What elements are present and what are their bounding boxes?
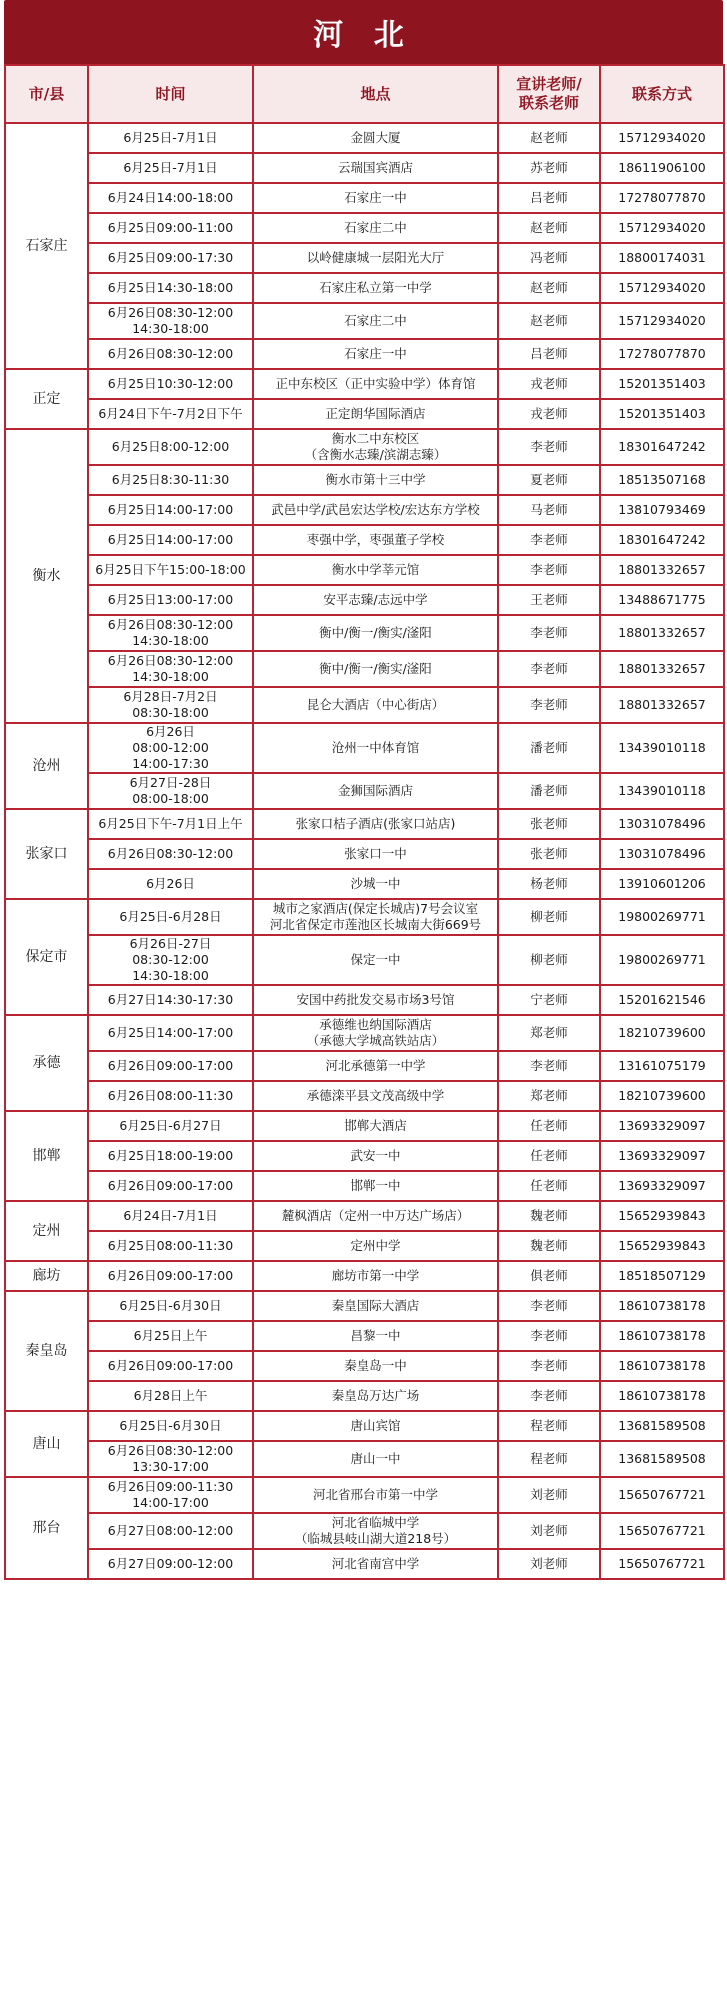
place-cell: 云瑞国宾酒店 <box>253 153 498 183</box>
header-phone: 联系方式 <box>600 65 724 123</box>
time-cell: 6月26日08:30-12:00 <box>88 339 253 369</box>
phone-cell: 18210739600 <box>600 1015 724 1051</box>
time-cell: 6月24日-7月1日 <box>88 1201 253 1231</box>
time-cell: 6月25日-7月1日 <box>88 123 253 153</box>
teacher-cell: 戎老师 <box>498 369 600 399</box>
place-cell: 河北省南宫中学 <box>253 1549 498 1579</box>
time-cell: 6月28日上午 <box>88 1381 253 1411</box>
table-row <box>5 723 724 773</box>
city-cell: 秦皇岛 <box>5 1291 88 1411</box>
place-cell: 衡中/衡一/衡实/滏阳 <box>253 651 498 687</box>
teacher-cell: 潘老师 <box>498 723 600 773</box>
place-cell: 邯郸一中 <box>253 1171 498 1201</box>
table-row <box>5 1141 724 1171</box>
table-row <box>5 1231 724 1261</box>
schedule-wrapper <box>4 0 723 1580</box>
time-cell: 6月26日09:00-17:00 <box>88 1261 253 1291</box>
time-cell: 6月26日09:00-17:00 <box>88 1051 253 1081</box>
teacher-cell: 李老师 <box>498 1291 600 1321</box>
phone-cell: 13681589508 <box>600 1411 724 1441</box>
phone-cell: 13910601206 <box>600 869 724 899</box>
place-cell: 唐山宾馆 <box>253 1411 498 1441</box>
time-cell: 6月26日08:00-11:30 <box>88 1081 253 1111</box>
table-row <box>5 1513 724 1549</box>
teacher-cell: 李老师 <box>498 555 600 585</box>
time-cell: 6月25日08:00-11:30 <box>88 1231 253 1261</box>
table-row <box>5 1171 724 1201</box>
teacher-cell: 魏老师 <box>498 1201 600 1231</box>
place-cell: 衡水二中东校区 （含衡水志臻/滨湖志臻） <box>253 429 498 465</box>
place-cell: 衡水中学莘元馆 <box>253 555 498 585</box>
phone-cell: 13439010118 <box>600 723 724 773</box>
table-row <box>5 773 724 809</box>
time-cell: 6月25日上午 <box>88 1321 253 1351</box>
teacher-cell: 柳老师 <box>498 899 600 935</box>
phone-cell: 15712934020 <box>600 123 724 153</box>
city-cell: 定州 <box>5 1201 88 1261</box>
table-row <box>5 495 724 525</box>
time-cell: 6月25日09:00-17:30 <box>88 243 253 273</box>
place-cell: 昌黎一中 <box>253 1321 498 1351</box>
table-header-row <box>5 65 724 123</box>
phone-cell: 17278077870 <box>600 183 724 213</box>
place-cell: 枣强中学，枣强董子学校 <box>253 525 498 555</box>
teacher-cell: 宁老师 <box>498 985 600 1015</box>
time-cell: 6月26日09:00-11:30 14:00-17:00 <box>88 1477 253 1513</box>
teacher-cell: 李老师 <box>498 687 600 723</box>
place-cell: 廊坊市第一中学 <box>253 1261 498 1291</box>
phone-cell: 18610738178 <box>600 1321 724 1351</box>
teacher-cell: 赵老师 <box>498 273 600 303</box>
time-cell: 6月26日09:00-17:00 <box>88 1171 253 1201</box>
teacher-cell: 苏老师 <box>498 153 600 183</box>
city-cell: 石家庄 <box>5 123 88 369</box>
table-row <box>5 153 724 183</box>
teacher-cell: 戎老师 <box>498 399 600 429</box>
phone-cell: 13031078496 <box>600 839 724 869</box>
teacher-cell: 李老师 <box>498 615 600 651</box>
place-cell: 武安一中 <box>253 1141 498 1171</box>
city-cell: 承德 <box>5 1015 88 1111</box>
table-row <box>5 1261 724 1291</box>
phone-cell: 18611906100 <box>600 153 724 183</box>
phone-cell: 15201621546 <box>600 985 724 1015</box>
teacher-cell: 潘老师 <box>498 773 600 809</box>
place-cell: 河北省邢台市第一中学 <box>253 1477 498 1513</box>
time-cell: 6月25日8:30-11:30 <box>88 465 253 495</box>
phone-cell: 15201351403 <box>600 369 724 399</box>
table-row <box>5 1081 724 1111</box>
table-row <box>5 339 724 369</box>
phone-cell: 13488671775 <box>600 585 724 615</box>
table-row <box>5 183 724 213</box>
table-row <box>5 273 724 303</box>
teacher-cell: 李老师 <box>498 525 600 555</box>
teacher-cell: 任老师 <box>498 1171 600 1201</box>
table-row <box>5 369 724 399</box>
teacher-cell: 冯老师 <box>498 243 600 273</box>
teacher-cell: 柳老师 <box>498 935 600 985</box>
table-row <box>5 899 724 935</box>
table-row <box>5 1549 724 1579</box>
phone-cell: 18518507129 <box>600 1261 724 1291</box>
teacher-cell: 张老师 <box>498 839 600 869</box>
table-body <box>5 123 724 1579</box>
place-cell: 石家庄二中 <box>253 213 498 243</box>
page-title: 河 北 <box>4 0 723 64</box>
time-cell: 6月24日下午-7月2日下午 <box>88 399 253 429</box>
place-cell: 石家庄私立第一中学 <box>253 273 498 303</box>
table-row <box>5 1381 724 1411</box>
time-cell: 6月27日08:00-12:00 <box>88 1513 253 1549</box>
place-cell: 秦皇国际大酒店 <box>253 1291 498 1321</box>
teacher-cell: 王老师 <box>498 585 600 615</box>
teacher-cell: 刘老师 <box>498 1477 600 1513</box>
time-cell: 6月26日08:30-12:00 14:30-18:00 <box>88 651 253 687</box>
phone-cell: 18513507168 <box>600 465 724 495</box>
header-teacher: 宣讲老师/ 联系老师 <box>498 65 600 123</box>
place-cell: 秦皇岛一中 <box>253 1351 498 1381</box>
place-cell: 安国中药批发交易市场3号馆 <box>253 985 498 1015</box>
table-row <box>5 1477 724 1513</box>
teacher-cell: 程老师 <box>498 1441 600 1477</box>
phone-cell: 15201351403 <box>600 399 724 429</box>
time-cell: 6月25日8:00-12:00 <box>88 429 253 465</box>
table-row <box>5 1321 724 1351</box>
time-cell: 6月27日09:00-12:00 <box>88 1549 253 1579</box>
city-cell: 张家口 <box>5 809 88 899</box>
header-place: 地点 <box>253 65 498 123</box>
time-cell: 6月25日14:00-17:00 <box>88 495 253 525</box>
place-cell: 石家庄一中 <box>253 339 498 369</box>
time-cell: 6月26日08:30-12:00 13:30-17:00 <box>88 1441 253 1477</box>
time-cell: 6月26日 <box>88 869 253 899</box>
city-cell: 唐山 <box>5 1411 88 1477</box>
time-cell: 6月27日-28日 08:00-18:00 <box>88 773 253 809</box>
teacher-cell: 马老师 <box>498 495 600 525</box>
city-cell: 衡水 <box>5 429 88 723</box>
time-cell: 6月26日08:30-12:00 14:30-18:00 <box>88 303 253 339</box>
phone-cell: 15652939843 <box>600 1231 724 1261</box>
teacher-cell: 魏老师 <box>498 1231 600 1261</box>
city-cell: 邢台 <box>5 1477 88 1579</box>
teacher-cell: 赵老师 <box>498 213 600 243</box>
teacher-cell: 李老师 <box>498 651 600 687</box>
time-cell: 6月25日14:00-17:00 <box>88 525 253 555</box>
time-cell: 6月25日14:30-18:00 <box>88 273 253 303</box>
phone-cell: 19800269771 <box>600 935 724 985</box>
teacher-cell: 赵老师 <box>498 123 600 153</box>
table-row <box>5 869 724 899</box>
place-cell: 秦皇岛万达广场 <box>253 1381 498 1411</box>
table-row <box>5 213 724 243</box>
table-row <box>5 1411 724 1441</box>
place-cell: 张家口一中 <box>253 839 498 869</box>
phone-cell: 13810793469 <box>600 495 724 525</box>
teacher-cell: 郑老师 <box>498 1081 600 1111</box>
place-cell: 定州中学 <box>253 1231 498 1261</box>
table-row <box>5 615 724 651</box>
teacher-cell: 俱老师 <box>498 1261 600 1291</box>
place-cell: 张家口桔子酒店(张家口站店) <box>253 809 498 839</box>
place-cell: 邯郸大酒店 <box>253 1111 498 1141</box>
table-row <box>5 687 724 723</box>
teacher-cell: 刘老师 <box>498 1513 600 1549</box>
phone-cell: 18800174031 <box>600 243 724 273</box>
table-row <box>5 123 724 153</box>
time-cell: 6月25日-6月30日 <box>88 1291 253 1321</box>
time-cell: 6月26日09:00-17:00 <box>88 1351 253 1381</box>
phone-cell: 17278077870 <box>600 339 724 369</box>
place-cell: 金圆大厦 <box>253 123 498 153</box>
phone-cell: 13031078496 <box>600 809 724 839</box>
table-row <box>5 465 724 495</box>
table-row <box>5 243 724 273</box>
phone-cell: 15712934020 <box>600 303 724 339</box>
phone-cell: 18301647242 <box>600 429 724 465</box>
teacher-cell: 夏老师 <box>498 465 600 495</box>
table-row <box>5 935 724 985</box>
phone-cell: 13693329097 <box>600 1141 724 1171</box>
table-row <box>5 1015 724 1051</box>
place-cell: 正中东校区（正中实验中学）体育馆 <box>253 369 498 399</box>
phone-cell: 18610738178 <box>600 1291 724 1321</box>
teacher-cell: 李老师 <box>498 1351 600 1381</box>
teacher-cell: 张老师 <box>498 809 600 839</box>
table-row <box>5 985 724 1015</box>
teacher-cell: 程老师 <box>498 1411 600 1441</box>
phone-cell: 13693329097 <box>600 1171 724 1201</box>
table-row <box>5 651 724 687</box>
table-row <box>5 585 724 615</box>
time-cell: 6月25日-7月1日 <box>88 153 253 183</box>
phone-cell: 18801332657 <box>600 687 724 723</box>
city-cell: 保定市 <box>5 899 88 1015</box>
teacher-cell: 杨老师 <box>498 869 600 899</box>
time-cell: 6月25日下午-7月1日上午 <box>88 809 253 839</box>
table-row <box>5 1201 724 1231</box>
time-cell: 6月25日-6月27日 <box>88 1111 253 1141</box>
phone-cell: 13693329097 <box>600 1111 724 1141</box>
phone-cell: 15712934020 <box>600 213 724 243</box>
phone-cell: 18301647242 <box>600 525 724 555</box>
time-cell: 6月25日18:00-19:00 <box>88 1141 253 1171</box>
place-cell: 城市之家酒店(保定长城店)7号会议室 河北省保定市莲池区长城南大街669号 <box>253 899 498 935</box>
table-row <box>5 1051 724 1081</box>
place-cell: 以岭健康城一层阳光大厅 <box>253 243 498 273</box>
place-cell: 保定一中 <box>253 935 498 985</box>
teacher-cell: 吕老师 <box>498 339 600 369</box>
place-cell: 昆仑大酒店（中心街店） <box>253 687 498 723</box>
time-cell: 6月25日-6月28日 <box>88 899 253 935</box>
time-cell: 6月25日10:30-12:00 <box>88 369 253 399</box>
phone-cell: 19800269771 <box>600 899 724 935</box>
phone-cell: 18610738178 <box>600 1381 724 1411</box>
time-cell: 6月24日14:00-18:00 <box>88 183 253 213</box>
table-row <box>5 809 724 839</box>
place-cell: 唐山一中 <box>253 1441 498 1477</box>
teacher-cell: 任老师 <box>498 1111 600 1141</box>
phone-cell: 18801332657 <box>600 615 724 651</box>
table-row <box>5 1351 724 1381</box>
phone-cell: 18610738178 <box>600 1351 724 1381</box>
city-cell: 沧州 <box>5 723 88 809</box>
place-cell: 安平志臻/志远中学 <box>253 585 498 615</box>
phone-cell: 15712934020 <box>600 273 724 303</box>
table-row <box>5 429 724 465</box>
place-cell: 衡水市第十三中学 <box>253 465 498 495</box>
place-cell: 衡中/衡一/衡实/滏阳 <box>253 615 498 651</box>
time-cell: 6月27日14:30-17:30 <box>88 985 253 1015</box>
city-cell: 邯郸 <box>5 1111 88 1201</box>
table-row <box>5 839 724 869</box>
time-cell: 6月25日下午15:00-18:00 <box>88 555 253 585</box>
place-cell: 正定朗华国际酒店 <box>253 399 498 429</box>
city-cell: 廊坊 <box>5 1261 88 1291</box>
table-row <box>5 303 724 339</box>
teacher-cell: 李老师 <box>498 1051 600 1081</box>
teacher-cell: 郑老师 <box>498 1015 600 1051</box>
teacher-cell: 吕老师 <box>498 183 600 213</box>
table-row <box>5 555 724 585</box>
teacher-cell: 李老师 <box>498 1381 600 1411</box>
teacher-cell: 任老师 <box>498 1141 600 1171</box>
place-cell: 承德维也纳国际酒店 （承德大学城高铁站店） <box>253 1015 498 1051</box>
teacher-cell: 李老师 <box>498 429 600 465</box>
place-cell: 河北省临城中学 （临城县岐山湖大道218号） <box>253 1513 498 1549</box>
phone-cell: 18210739600 <box>600 1081 724 1111</box>
phone-cell: 15652939843 <box>600 1201 724 1231</box>
place-cell: 承德滦平县文茂高级中学 <box>253 1081 498 1111</box>
header-time: 时间 <box>88 65 253 123</box>
time-cell: 6月26日08:30-12:00 <box>88 839 253 869</box>
place-cell: 武邑中学/武邑宏达学校/宏达东方学校 <box>253 495 498 525</box>
teacher-cell: 赵老师 <box>498 303 600 339</box>
schedule-table <box>4 64 725 1580</box>
time-cell: 6月26日-27日 08:30-12:00 14:30-18:00 <box>88 935 253 985</box>
header-city: 市/县 <box>5 65 88 123</box>
time-cell: 6月26日08:30-12:00 14:30-18:00 <box>88 615 253 651</box>
time-cell: 6月28日-7月2日 08:30-18:00 <box>88 687 253 723</box>
time-cell: 6月25日-6月30日 <box>88 1411 253 1441</box>
phone-cell: 18801332657 <box>600 651 724 687</box>
place-cell: 沧州一中体育馆 <box>253 723 498 773</box>
place-cell: 河北承德第一中学 <box>253 1051 498 1081</box>
phone-cell: 13681589508 <box>600 1441 724 1477</box>
teacher-cell: 李老师 <box>498 1321 600 1351</box>
table-row <box>5 1441 724 1477</box>
phone-cell: 13161075179 <box>600 1051 724 1081</box>
place-cell: 石家庄二中 <box>253 303 498 339</box>
place-cell: 沙城一中 <box>253 869 498 899</box>
table-row <box>5 1111 724 1141</box>
time-cell: 6月25日09:00-11:00 <box>88 213 253 243</box>
table-row <box>5 399 724 429</box>
table-row <box>5 1291 724 1321</box>
time-cell: 6月26日 08:00-12:00 14:00-17:30 <box>88 723 253 773</box>
phone-cell: 15650767721 <box>600 1477 724 1513</box>
place-cell: 金狮国际酒店 <box>253 773 498 809</box>
phone-cell: 15650767721 <box>600 1549 724 1579</box>
city-cell: 正定 <box>5 369 88 429</box>
time-cell: 6月25日13:00-17:00 <box>88 585 253 615</box>
place-cell: 麓枫酒店（定州一中万达广场店） <box>253 1201 498 1231</box>
phone-cell: 13439010118 <box>600 773 724 809</box>
phone-cell: 18801332657 <box>600 555 724 585</box>
teacher-cell: 刘老师 <box>498 1549 600 1579</box>
table-row <box>5 525 724 555</box>
time-cell: 6月25日14:00-17:00 <box>88 1015 253 1051</box>
phone-cell: 15650767721 <box>600 1513 724 1549</box>
place-cell: 石家庄一中 <box>253 183 498 213</box>
